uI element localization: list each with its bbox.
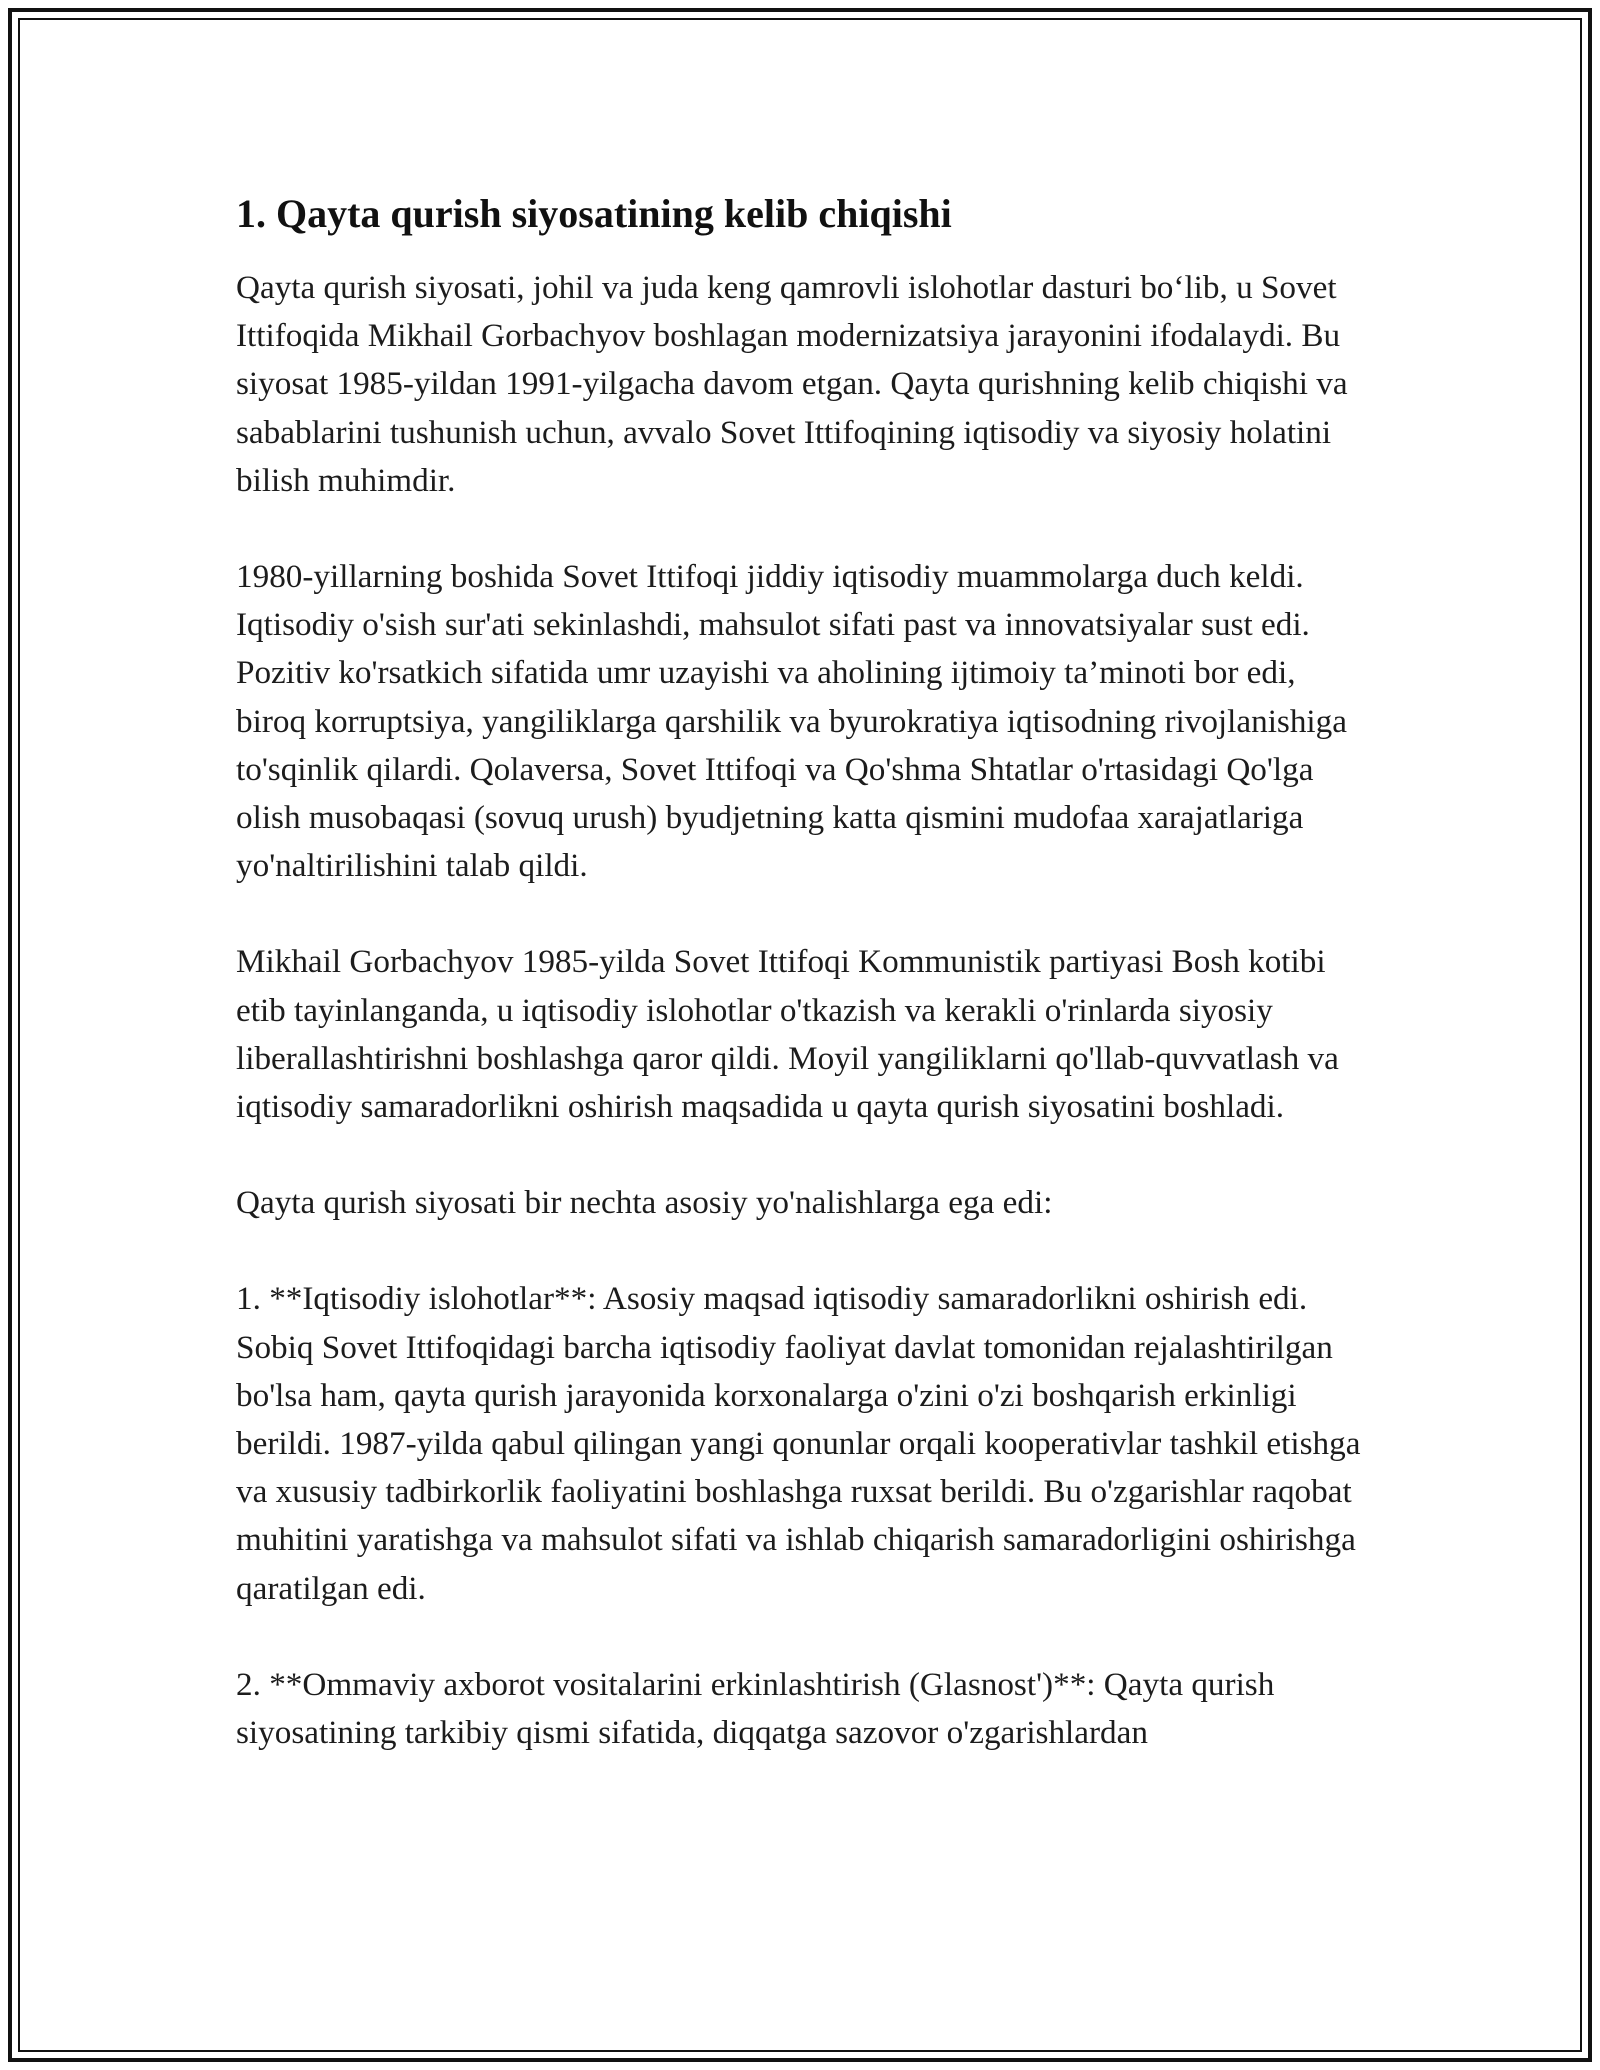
paragraph-gorbachev: Mikhail Gorbachyov 1985-yilda Sovet Ittifoqi Kommunistik partiyasi Bosh kotibi etib tayinlanganda, u iqtisodiy islohotlar o'tkazish va kerakli o'rinlarda siyosiy liberallashtirishni boshlashga qaror qildi. Moyil yangiliklarni qo'llab-quvvatlash va iqtisodiy samaradorlikni oshirish maqsadida u qayta qurish siyosatini boshladi. xyxy=(236,943,1339,1126)
section-heading: 1. Qayta qurish siyosatining kelib chiqishi xyxy=(236,191,952,236)
paragraph-intro: Qayta qurish siyosati, johil va juda keng qamrovli islohotlar dasturi bo‘lib, u Sovet Ittifoqida Mikhail Gorbachyov boshlagan modernizatsiya jarayonini ifodalaydi. Bu siyosat 1985-yildan 1991-yilgacha davom etgan. Qayta qurishning kelib chiqishi va sabablarini tushunish uchun, avvalo Sovet Ittifoqining iqtisodiy va siyosiy holatini bilish muhimdir. xyxy=(236,269,1348,499)
paragraph-1980s-economy: 1980-yillarning boshida Sovet Ittifoqi jiddiy iqtisodiy muammolarga duch keldi. Iqtisodiy o'sish sur'ati sekinlashdi, mahsulot sifati past va innovatsiyalar sust edi. Pozitiv ko'rsatkich sifatida umr uzayishi va aholining ijtimoiy ta’minoti bor edi, biroq korruptsiya, yangiliklarga qarshilik va byurokratiya iqtisodning rivojlanishiga to'sqinlik qilardi. Qolaversa, Sovet Ittifoqi va Qo'shma Shtatlar o'rtasidagi Qo'lga olish musobaqasi (sovuq urush) byudjetning katta qismini mudofaa xarajatlariga yo'naltirilishini talab qildi. xyxy=(236,558,1347,885)
list-item-economic-reforms: 1. **Iqtisodiy islohotlar**: Asosiy maqsad iqtisodiy samaradorlikni oshirish edi. Sobiq Sovet Ittifoqidagi barcha iqtisodiy faoliyat davlat tomonidan rejalashtirilgan bo'lsa ham, qayta qurish jarayonida korxonalarga o'zini o'zi boshqarish erkinligi berildi. 1987-yilda qabul qilingan yangi qonunlar orqali kooperativlar tashkil etishga va xususiy tadbirkorlik faoliyatini boshlashga ruxsat berildi. Bu o'zgarishlar raqobat muhitini yaratishga va mahsulot sifati va ishlab chiqarish samaradorligini oshirishga qaratilgan edi. xyxy=(236,1280,1361,1607)
document-body xyxy=(236,186,1366,1805)
list-item-glasnost: 2. **Ommaviy axborot vositalarini erkinlashtirish (Glasnost')**: Qayta qurish siyosatining tarkibiy qismi sifatida, diqqatga sazovor o'zgarishlardan xyxy=(236,1665,1275,1752)
paragraph-directions-intro: Qayta qurish siyosati bir nechta asosiy yo'nalishlarga ega edi: xyxy=(236,1184,1053,1222)
